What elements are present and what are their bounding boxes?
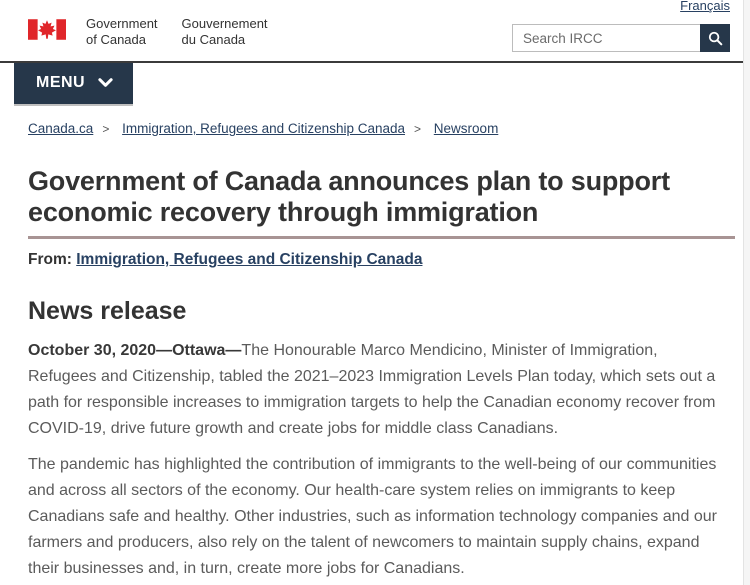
search-input[interactable] — [512, 24, 700, 52]
wordmark-french-line2: du Canada — [181, 32, 246, 47]
breadcrumb — [28, 121, 722, 136]
main-navigation-bar — [0, 63, 750, 107]
paragraph-text: The Honourable Marco Mendicino, Minister of Immigration, Refugees and Citizenship, tabled the 2021–2023 Immigration Levels Plan today, which sets out a path for responsible increases to immigration targets to help the Canadian economy recover from COVID-19, drive future growth and create jobs for middle class Canadians. — [28, 342, 716, 437]
government-of-canada-signature[interactable] — [28, 16, 268, 48]
from-line — [28, 251, 722, 269]
wordmark-english-line1: Government — [86, 16, 158, 31]
news-release-paragraph — [28, 338, 722, 442]
menu-button-label: MENU — [36, 74, 86, 91]
breadcrumb-link-canada-ca[interactable]: Canada.ca — [28, 121, 94, 136]
chevron-down-icon — [98, 78, 113, 88]
breadcrumb-link-newsroom[interactable]: Newsroom — [433, 121, 499, 136]
paragraph-text: The pandemic has highlighted the contribution of immigrants to the well-being of our communities and across all sectors of the economy. Our health-care system relies on immigrants to keep Canadians safe and healthy. Other industries, such as information technology companies and our farmers and producers, also rely on the talent of newcomers to maintain supply chains, expand their businesses and, in turn, create more jobs for Canadians. — [28, 456, 717, 577]
title-underline-rule — [28, 236, 735, 239]
dateline: October 30, 2020—Ottawa— — [28, 342, 242, 359]
article-main — [0, 166, 750, 582]
language-toggle-link[interactable]: Français — [680, 0, 730, 13]
wordmark-french — [182, 16, 268, 48]
site-search — [512, 24, 730, 52]
department-link[interactable]: Immigration, Refugees and Citizenship Canada — [76, 251, 423, 268]
page-title: Government of Canada announces plan to support economic recovery through immigration — [28, 166, 670, 227]
news-release-paragraph — [28, 452, 722, 582]
search-button[interactable] — [700, 24, 730, 52]
scrollbar[interactable] — [743, 0, 750, 585]
menu-button[interactable] — [14, 63, 133, 104]
breadcrumb-link-ircc[interactable]: Immigration, Refugees and Citizenship Canada — [122, 121, 406, 136]
wordmark-french-line1: Gouvernement — [181, 16, 268, 31]
wordmark-english — [86, 16, 158, 48]
news-release-heading: News release — [28, 297, 187, 325]
canada-flag-icon — [28, 18, 66, 41]
breadcrumb-separator: > — [102, 122, 110, 136]
wordmark-english-line2: of Canada — [86, 32, 146, 47]
breadcrumb-separator: > — [414, 122, 422, 136]
site-header — [0, 0, 750, 63]
from-label: From: — [28, 251, 72, 268]
government-wordmark — [86, 16, 268, 48]
search-icon — [708, 31, 723, 46]
